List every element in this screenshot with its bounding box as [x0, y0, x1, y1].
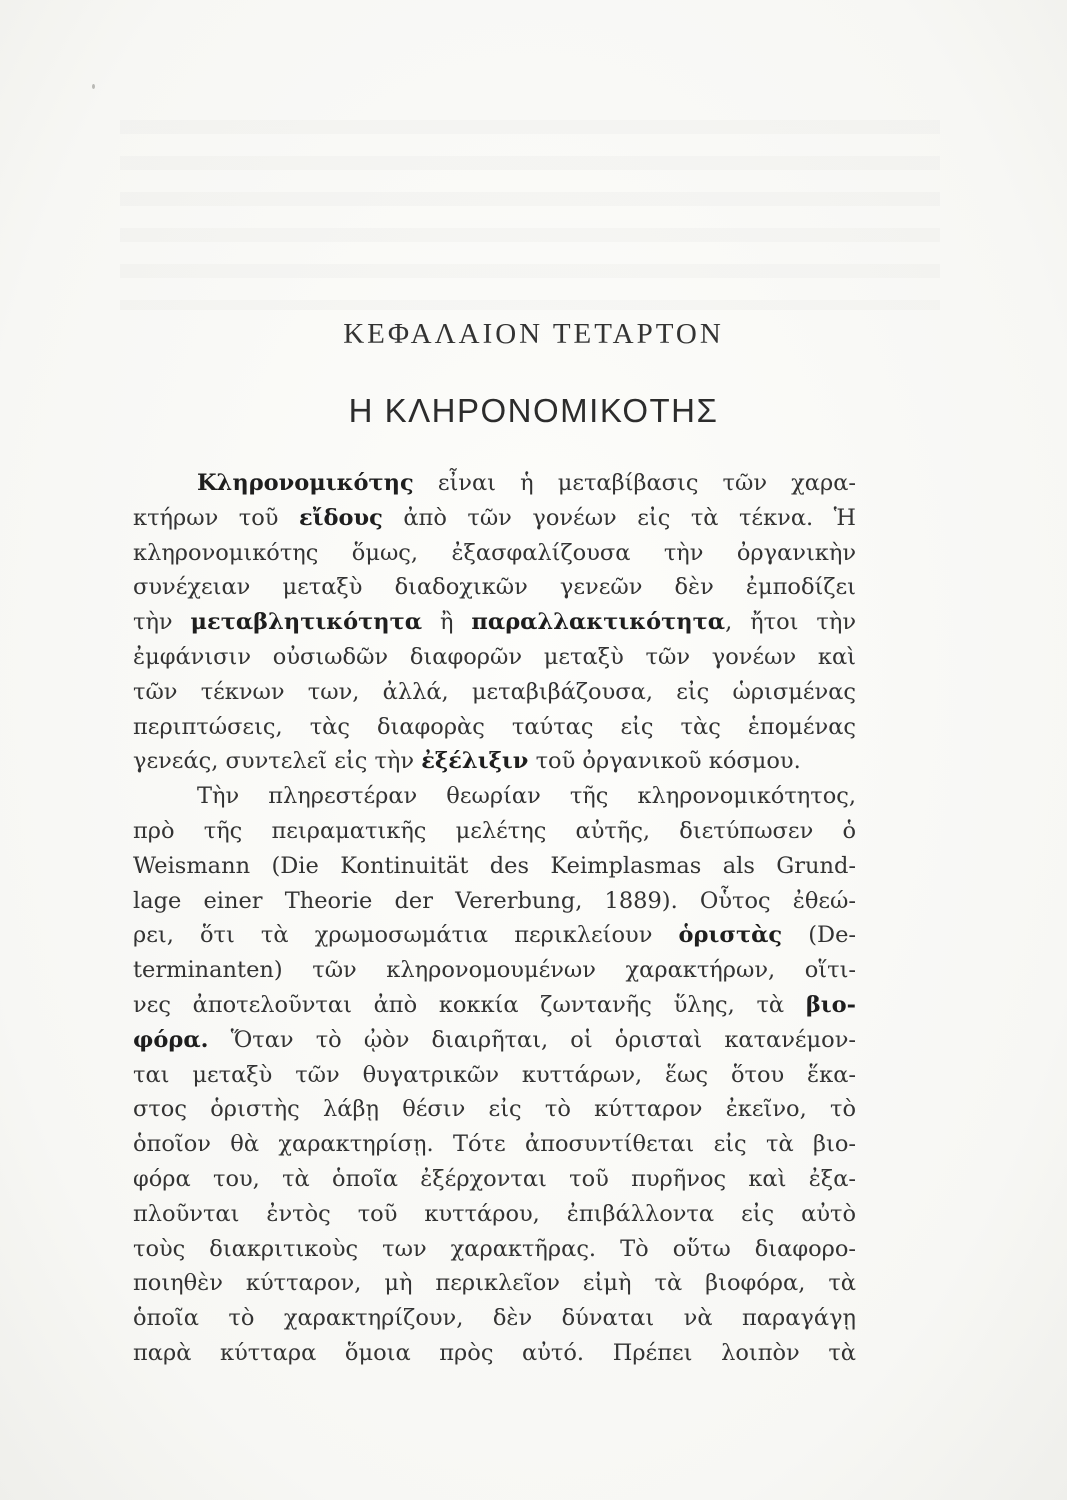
text-line: ὁποῖον θὰ χαρακτηρίσῃ. Τότε ἀποσυντίθεται εἰς τὰ βιο- — [133, 1131, 856, 1158]
text-line: Κληρονομικότης εἶναι ἡ μεταβίβασις τῶν χαρα- — [197, 470, 856, 496]
text-line: ὁποῖα τὸ χαρακτηρίζουν, δὲν δύναται νὰ παραγάγῃ — [133, 1305, 856, 1332]
text-line: νες ἀποτελοῦνται ἀπὸ κοκκία ζωντανῆς ὕλης, τὰ βιο- — [133, 991, 856, 1018]
text-line: συνέχειαν μεταξὺ διαδοχικῶν γενεῶν δὲν ἐμποδίζει — [133, 574, 856, 601]
chapter-heading: ΚΕΦΑΛΑΙΟΝ ΤΕΤΑΡΤΟΝ — [343, 318, 724, 350]
text-line: τῶν τέκνων των, ἀλλά, μεταβιβάζουσα, εἰς ὡρισμένας — [133, 678, 856, 705]
bold-term: ἐξέλιξιν — [421, 748, 529, 775]
text-line: ποιηθὲν κύτταρον, μὴ περικλεῖον εἰμὴ τὰ βιοφόρα, τὰ — [133, 1270, 856, 1297]
text-line: στος ὁριστὴς λάβῃ θέσιν εἰς τὸ κύτταρον ἐκεῖνο, τὸ — [133, 1096, 856, 1123]
body-text — [133, 466, 856, 1371]
bold-term: εἴδους — [298, 504, 383, 531]
bold-term: μεταβλητικότητα — [190, 609, 423, 636]
text-line: κληρονομικότης ὅμως, ἐξασφαλίζουσα τὴν ὀργανικὴν — [133, 539, 856, 566]
bold-term: Κληρονομικότης — [197, 470, 414, 496]
text-line: Weismann (Die Kontinuität des Keimplasmas als Grund- — [133, 852, 856, 879]
paper-speck — [92, 84, 95, 89]
text-line: lage einer Theorie der Vererbung, 1889). Οὗτος ἐθεώ- — [133, 887, 856, 914]
text-line: κτήρων τοῦ εἴδους ἀπὸ τῶν γονέων εἰς τὰ τέκνα. Ἡ — [133, 504, 857, 531]
bleed-through-shadow — [120, 120, 940, 310]
text-line: Τὴν πληρεστέραν θεωρίαν τῆς κληρονομικότητος, — [197, 783, 856, 810]
text-line: φόρα. Ὅταν τὸ ᾠὸν διαιρῆται, οἱ ὁρισταὶ κατανέμον- — [133, 1026, 856, 1053]
bold-term: φόρα. — [133, 1026, 209, 1053]
bold-term: ὁριστὰς — [678, 922, 783, 949]
text-line: ἐμφάνισιν οὐσιωδῶν διαφορῶν μεταξὺ τῶν γονέων καὶ — [133, 643, 856, 670]
bold-term: βιο- — [805, 991, 856, 1018]
text-line: πρὸ τῆς πειραματικῆς μελέτης αὐτῆς, διετύπωσεν ὁ — [133, 817, 856, 844]
text-line: terminanten) τῶν κληρονομουμένων χαρακτήρων, οἵτι- — [133, 957, 856, 984]
bold-term: παραλλακτικότητα — [471, 609, 726, 636]
text-line: παρὰ κύτταρα ὅμοια πρὸς αὐτό. Πρέπει λοιπὸν τὰ — [133, 1339, 856, 1366]
text-line: περιπτώσεις, τὰς διαφορὰς ταύτας εἰς τὰς ἑπομένας — [133, 713, 856, 740]
text-line: ρει, ὅτι τὰ χρωμοσωμάτια περικλείουν ὁριστὰς (De- — [133, 922, 857, 949]
chapter-title: Η ΚΛΗΡΟΝΟΜΙΚΟΤΗΣ — [348, 392, 719, 429]
text-line: πλοῦνται ἐντὸς τοῦ κυττάρου, ἐπιβάλλοντα εἰς αὐτὸ — [133, 1200, 856, 1227]
text-line: γενεάς, συντελεῖ εἰς τὴν ἐξέλιξιν τοῦ ὀργανικοῦ κόσμου. — [133, 748, 801, 775]
text-line: φόρα του, τὰ ὁποῖα ἐξέρχονται τοῦ πυρῆνος καὶ ἐξα- — [133, 1165, 856, 1192]
text-line: τὴν μεταβλητικότητα ἢ παραλλακτικότητα, ἤτοι τὴν — [133, 609, 856, 636]
text-line: ται μεταξὺ τῶν θυγατρικῶν κυττάρων, ἕως ὅτου ἕκα- — [133, 1061, 856, 1088]
text-line: τοὺς διακριτικοὺς των χαρακτῆρας. Τὸ οὕτω διαφορο- — [133, 1235, 856, 1262]
